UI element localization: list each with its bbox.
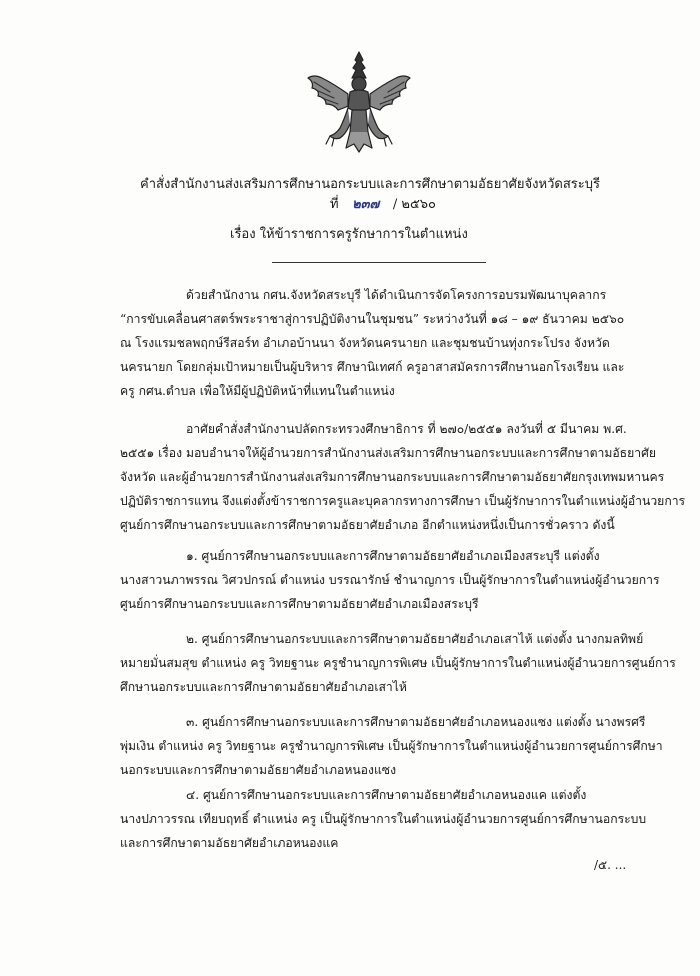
order-number xyxy=(330,196,530,214)
item-3-line-2: พุ่มเงิน ตำแหน่ง ครู วิทยฐานะ ครูชำนาญการพิเศษ เป็นผู้รักษาการในตำแหน่งผู้อำนวยการศูนย์การศึกษา xyxy=(120,739,663,753)
paragraph-1-line-4: นครนายก โดยกลุ่มเป้าหมายเป็นผู้บริหาร ศึกษานิเทศก์ ครูอาสาสมัครการศึกษานอกโรงเรียน และ xyxy=(120,360,625,374)
paragraph-1-line-5: ครู กศน.ตำบล เพื่อให้มีผู้ปฏิบัติหน้าที่แทนในตำแหน่ง xyxy=(120,384,395,398)
order-title: คำสั่งสำนักงานส่งเสริมการศึกษานอกระบบและการศึกษาตามอัธยาศัยจังหวัดสระบุรี xyxy=(140,177,600,192)
paragraph-2-line-1: อาศัยคำสั่งสำนักงานปลัดกระทรวงศึกษาธิการ ที่ ๒๗๐/๒๕๕๑ ลงวันที่ ๕ มีนาคม พ.ศ. xyxy=(186,422,627,436)
item-1-line-3: ศูนย์การศึกษานอกระบบและการศึกษาตามอัธยาศัยอำเภอเมืองสระบุรี xyxy=(120,597,479,611)
order-number-handwritten: ๒๓๗ xyxy=(352,197,380,212)
paragraph-2-line-2: ๒๕๕๑ เรื่อง มอบอำนาจให้ผู้อำนวยการสำนักงานส่งเสริมการศึกษานอกระบบและการศึกษาตามอัธยาศัย xyxy=(120,446,656,460)
header-divider xyxy=(272,262,486,263)
paragraph-1-line-2: “การขับเคลื่อนศาสตร์พระราชาสู่การปฏิบัติงานในชุมชน” ระหว่างวันที่ ๑๘ – ๑๙ ธันวาคม ๒๕๖๐ xyxy=(120,312,625,326)
paragraph-2-line-3: จังหวัด และผู้อำนวยการสำนักงานส่งเสริมการศึกษานอกระบบและการศึกษาตามอัธยาศัยกรุงเทพมหานคร xyxy=(120,470,665,484)
item-2-line-3: ศึกษานอกระบบและการศึกษาตามอัธยาศัยอำเภอเสาไห้ xyxy=(120,680,407,694)
item-1-line-2: นางสาวนภาพรรณ วิศวปกรณ์ ตำแหน่ง บรรณารักษ์ ชำนาญการ เป็นผู้รักษาการในตำแหน่งผู้อำนวยการ xyxy=(120,573,660,587)
garuda-emblem-icon xyxy=(300,48,418,156)
paragraph-2-line-5: ศูนย์การศึกษานอกระบบและการศึกษาตามอัธยาศัยอำเภอ อีกตำแหน่งหนึ่งเป็นการชั่วคราว ดังนี้ xyxy=(120,518,615,532)
paragraph-1-line-1: ด้วยสำนักงาน กศน.จังหวัดสระบุรี ได้ดำเนินการจัดโครงการอบรมพัฒนาบุคลากร xyxy=(186,288,607,302)
item-2-line-1: ๒. ศูนย์การศึกษานอกระบบและการศึกษาตามอัธยาศัยอำเภอเสาไห้ แต่งตั้ง นางกมลทิพย์ xyxy=(186,632,644,646)
item-3-line-3: นอกระบบและการศึกษาตามอัธยาศัยอำเภอหนองแซง xyxy=(120,763,397,777)
item-4-line-3: และการศึกษาตามอัธยาศัยอำเภอหนองแค xyxy=(120,836,339,850)
order-number-prefix: ที่ xyxy=(330,197,339,212)
item-4-line-2: นางปภาวรรณ เทียบฤทธิ์ ตำแหน่ง ครู เป็นผู้รักษาการในตำแหน่งผู้อำนวยการศูนย์การศึกษานอกระบบ xyxy=(120,812,647,826)
paragraph-2-line-4: ปฏิบัติราชการแทน จึงแต่งตั้งข้าราชการครูและบุคลากรทางการศึกษา เป็นผู้รักษาการในตำแหน่งผู้อำนวยการ xyxy=(120,494,686,508)
order-number-year: / ๒๕๖๐ xyxy=(392,197,436,212)
paragraph-1-line-3: ณ โรงแรมชลพฤกษ์รีสอร์ท อำเภอบ้านนา จังหวัดนครนายก และชุมชนบ้านทุ่งกระโปรง จังหวัด xyxy=(120,336,610,350)
item-4-line-1: ๔. ศูนย์การศึกษานอกระบบและการศึกษาตามอัธยาศัยอำเภอหนองแค แต่งตั้ง xyxy=(186,788,587,802)
order-subject: เรื่อง ให้ข้าราชการครูรักษาการในตำแหน่ง xyxy=(230,227,468,242)
item-3-line-1: ๓. ศูนย์การศึกษานอกระบบและการศึกษาตามอัธยาศัยอำเภอหนองแซง แต่งตั้ง นางพรศรี xyxy=(186,715,646,729)
item-1-line-1: ๑. ศูนย์การศึกษานอกระบบและการศึกษาตามอัธยาศัยอำเภอเมืองสระบุรี แต่งตั้ง xyxy=(186,549,600,563)
item-2-line-2: หมายมั่นสมสุข ตำแหน่ง ครู วิทยฐานะ ครูชำนาญการพิเศษ เป็นผู้รักษาการในตำแหน่งผู้อำนวยการศูนย์การ xyxy=(120,656,676,670)
continued-page-marker: /๕. ... xyxy=(594,858,627,872)
